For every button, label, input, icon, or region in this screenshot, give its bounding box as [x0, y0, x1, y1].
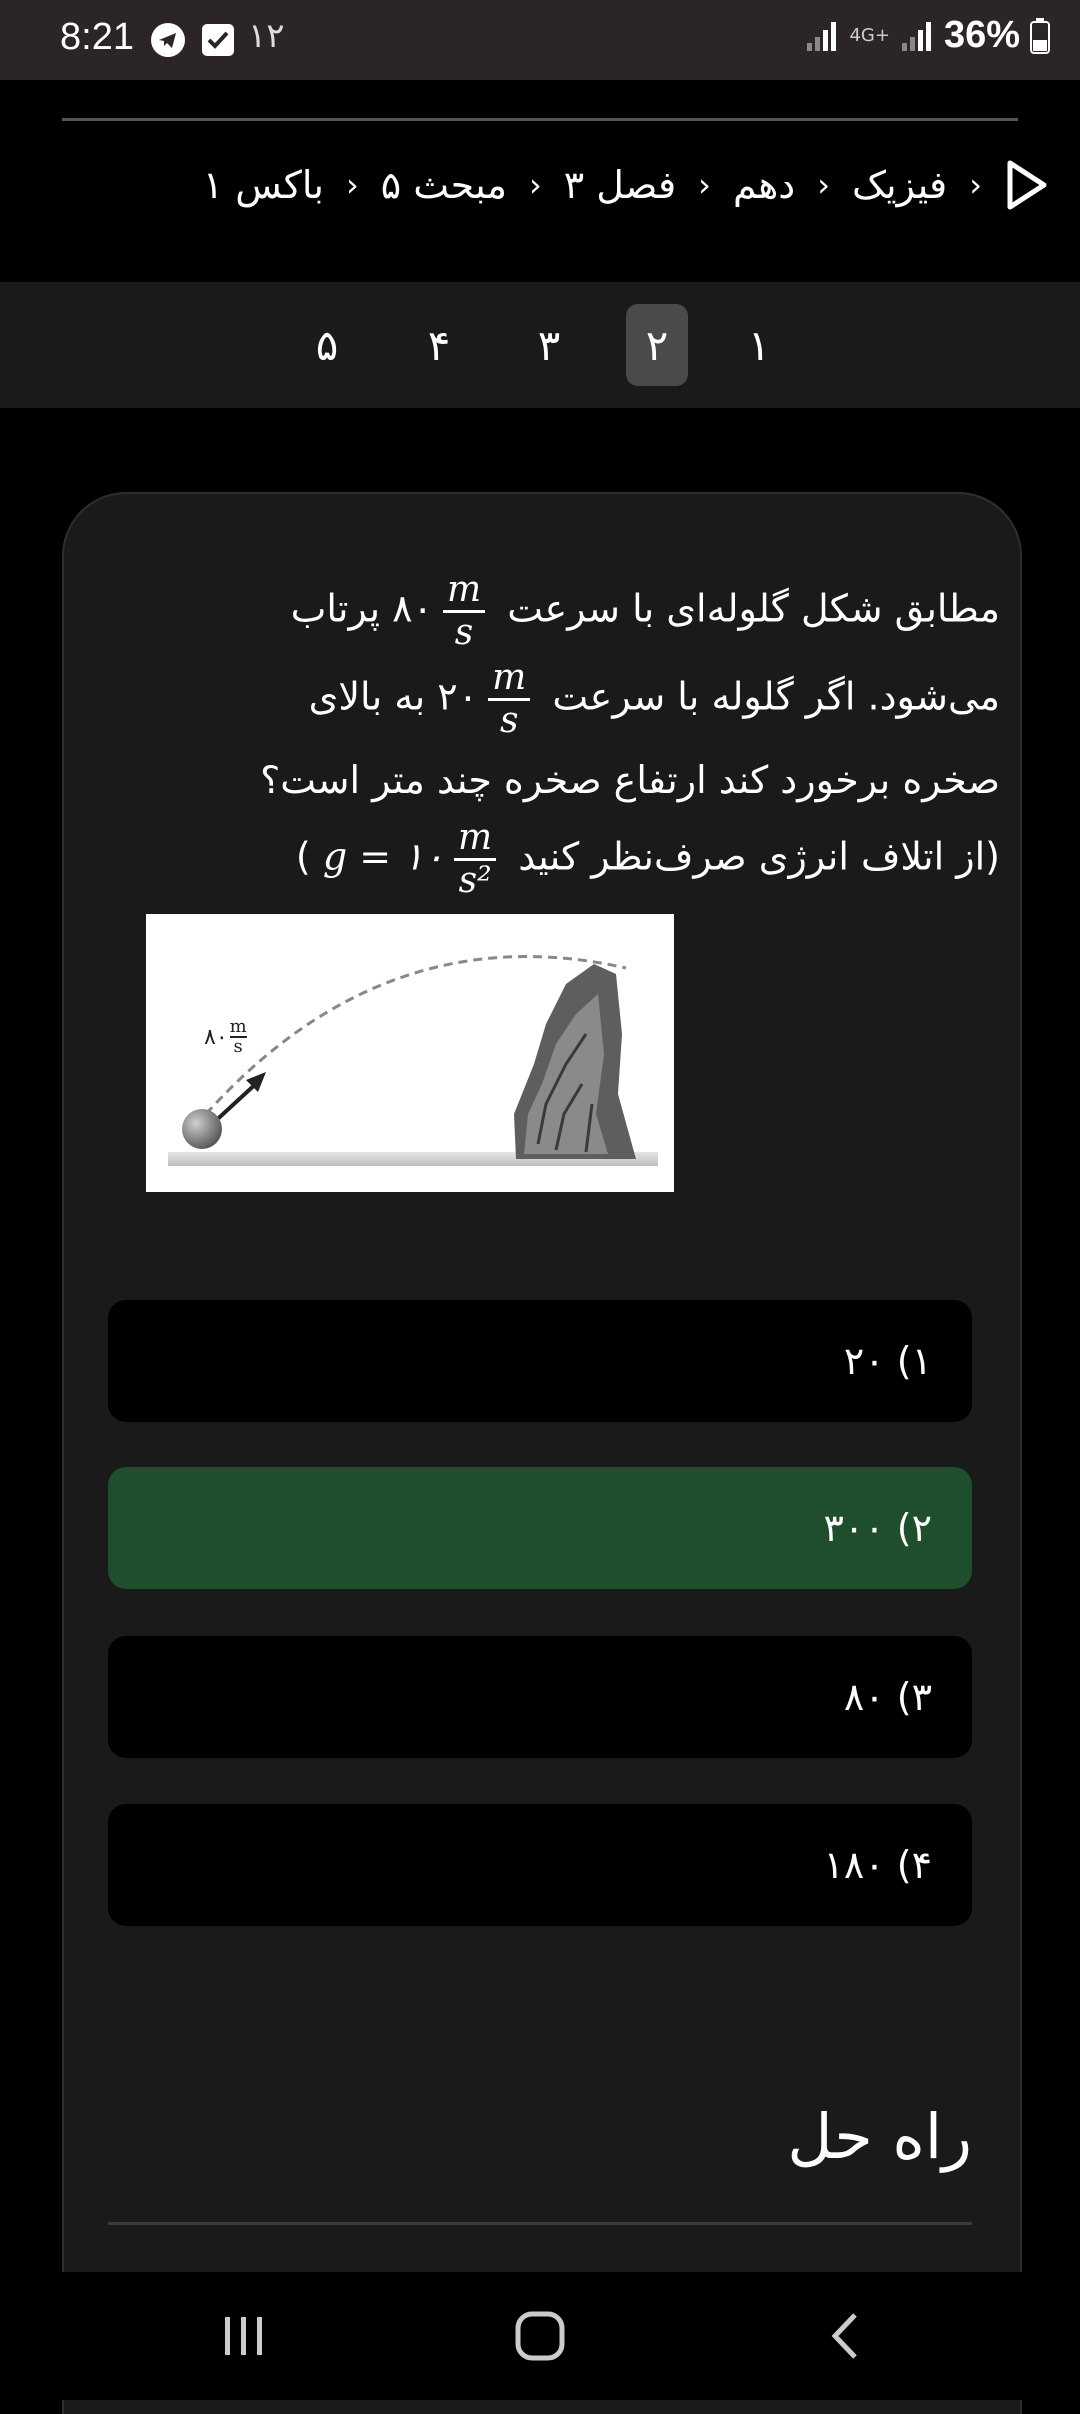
page-button-4[interactable]: ۴ — [427, 320, 451, 370]
telegram-notification-icon — [150, 22, 186, 58]
status-time: 8:21 — [60, 16, 134, 58]
chevron-icon: ‹ — [969, 166, 982, 204]
breadcrumb-item-box[interactable]: باکس ۱ — [202, 163, 324, 207]
solution-title: راه حل — [787, 2100, 972, 2173]
solution-divider — [108, 2222, 972, 2225]
question-line-1: مطابق شکل گلوله‌ای با سرعت $\frac{m}{s}$ ۸۰ پرتاب — [290, 569, 1000, 653]
status-bar — [0, 0, 1080, 80]
recents-icon — [219, 2311, 269, 2361]
chevron-icon: ‹ — [698, 166, 711, 204]
play-icon[interactable] — [1004, 159, 1050, 211]
velocity-unit: $\frac{m}{s}$ — [488, 658, 530, 740]
answer-option-1[interactable]: ۱) ۲۰ — [108, 1300, 972, 1422]
signal-icon-2 — [900, 19, 934, 53]
page-button-1[interactable]: ۱ — [747, 320, 771, 370]
figure-velocity-label: ۸۰ m s — [204, 1016, 247, 1057]
page-button-2[interactable]: ۲ — [626, 304, 688, 386]
home-icon — [512, 2308, 568, 2364]
network-type: 4G+ — [849, 24, 890, 46]
page-button-3[interactable]: ۳ — [537, 320, 561, 370]
home-button[interactable] — [500, 2296, 580, 2376]
chevron-icon: ‹ — [817, 166, 831, 204]
breadcrumb-item-subject[interactable]: فیزیک — [852, 163, 948, 207]
back-button[interactable] — [806, 2296, 886, 2376]
page-button-5[interactable]: ۵ — [315, 320, 339, 370]
question-line-3: صخره برخورد کند ارتفاع صخره چند متر است؟ — [260, 758, 1000, 802]
checkbox-notification-icon — [200, 22, 236, 58]
question-figure — [146, 914, 674, 1192]
top-divider — [62, 118, 1018, 121]
acceleration-unit: $\frac{m}{\text{s²}}$ — [454, 818, 496, 900]
answer-option-3[interactable]: ۳) ۸۰ — [108, 1636, 972, 1758]
breadcrumb-item-topic[interactable]: مبحث ۵ — [380, 163, 507, 207]
chevron-icon: ‹ — [345, 166, 359, 204]
battery-percent: 36% — [943, 14, 1020, 56]
system-nav-bar — [0, 2272, 1080, 2400]
breadcrumb — [60, 150, 1050, 220]
breadcrumb-item-chapter[interactable]: فصل ۳ — [563, 163, 677, 207]
question-line-4: (از اتلاف انرژی صرف‌نظر کنید $\frac{m}{\text{s²}}$ g = ۱۰ ) — [295, 817, 1000, 901]
battery-icon — [1030, 18, 1050, 54]
signal-icon — [805, 19, 839, 53]
answer-option-2-correct[interactable]: ۲) ۳۰۰ — [108, 1467, 972, 1589]
status-notification-count: ۱۲ — [248, 16, 285, 56]
question-line-2: می‌شود. اگر گلوله با سرعت $\frac{m}{s}$ ۲۰ به بالای — [308, 657, 1000, 741]
chevron-icon: ‹ — [528, 166, 542, 204]
velocity-unit: $\frac{m}{s}$ — [443, 570, 485, 652]
breadcrumb-item-grade[interactable]: دهم — [732, 163, 796, 207]
back-icon — [821, 2311, 871, 2361]
question-pager — [0, 282, 1080, 408]
answer-option-4[interactable]: ۴) ۱۸۰ — [108, 1804, 972, 1926]
recents-button[interactable] — [204, 2296, 284, 2376]
